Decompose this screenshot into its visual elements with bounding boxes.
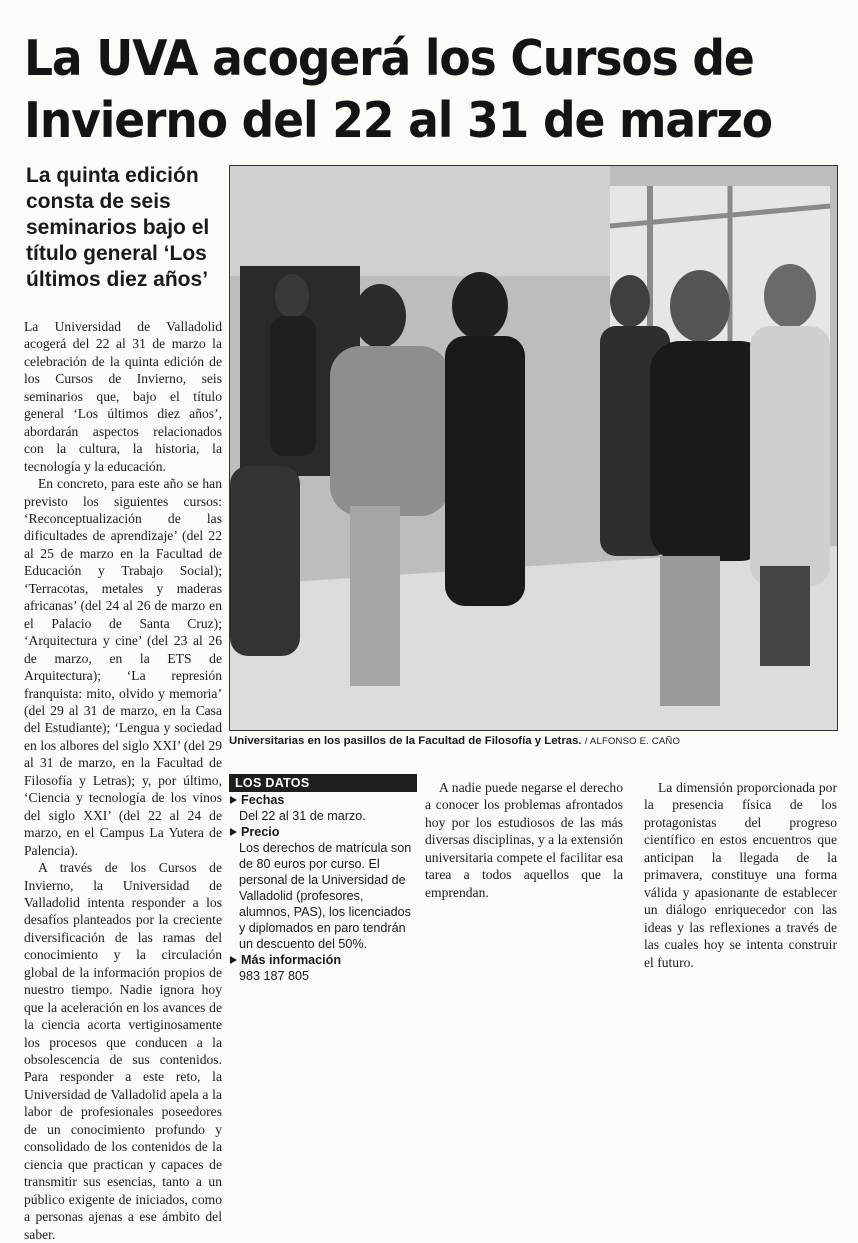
photo-person bbox=[750, 326, 830, 586]
photo-person bbox=[764, 264, 816, 328]
photo-person bbox=[275, 274, 309, 318]
photo-person bbox=[452, 272, 508, 340]
caption-text: Universitarias en los pasillos de la Facultad de Filosofía y Letras. bbox=[229, 735, 582, 747]
info-text: 983 187 805 bbox=[239, 969, 310, 983]
subheadline-line-2: consta de seis bbox=[26, 190, 171, 213]
article-column-4 bbox=[644, 779, 837, 971]
info-label: Más información bbox=[229, 952, 417, 968]
precio-label: Precio bbox=[229, 824, 417, 840]
data-box bbox=[229, 774, 417, 984]
photo-wall bbox=[230, 166, 610, 276]
photo-person bbox=[445, 336, 525, 606]
photo-person bbox=[230, 466, 300, 656]
subheadline-line-4: título general ‘Los bbox=[26, 242, 207, 265]
subheadline-line-1: La quinta edición bbox=[26, 164, 199, 187]
photo-person bbox=[670, 270, 730, 342]
headline-line-2: Invierno del 22 al 31 de marzo bbox=[24, 92, 772, 149]
article-column-3 bbox=[425, 779, 623, 901]
photo-person bbox=[660, 556, 720, 706]
photo-scene bbox=[230, 166, 837, 730]
photo-credit: / ALFONSO E. CAÑO bbox=[584, 736, 681, 747]
subheadline bbox=[26, 163, 226, 293]
subheadline-line-5: últimos diez años’ bbox=[26, 268, 209, 291]
article-column-1 bbox=[24, 318, 222, 1243]
headline-line-1: La UVA acogerá los Cursos de bbox=[24, 30, 754, 87]
photo-person bbox=[610, 275, 650, 327]
photo-person bbox=[760, 566, 810, 666]
fechas-text: Del 22 al 31 de marzo. bbox=[239, 809, 366, 823]
paragraph-4: A nadie puede negarse el derecho a conocer los problemas afrontados hoy por los estudiosos de las más diversas disciplinas, y a la extensión universitaria compete el facilitar esa tarea a todos aquellos que la emprendan. bbox=[425, 780, 623, 900]
paragraph-2: En concreto, para este año se han previsto los siguientes cursos: ‘Reconceptualización de las dificultades de aprendizaje’ (del 22 al 25 de marzo en la Facultad de Educación y Trabajo Social); ‘Terracotas, metales y maderas africanas’ (del 24 al 26 de marzo en el Palacio de Santa Cruz); ‘Arquitectura y cine’ (del 23 al 26 de marzo, en la ETS de Arquitectura); ‘La represión franquista: mito, olvido y memoria’ (del 29 al 31 de marzo, en la Casa del Estudiante); ‘Lengua y sociedad en los albores del siglo XXI’ (del 29 al 31 de marzo, en la Facultad de Filosofía y Letras); y, por último, ‘Ciencia y tecnología de los vinos del siglo XXI’ (del 22 al 24 de marzo, en el Campus La Yutera de Palencia). bbox=[24, 476, 222, 858]
paragraph-1: La Universidad de Valladolid acogerá del 22 al 31 de marzo la celebración de la quinta edición de los Cursos de Invierno, seis seminarios que, bajo el título general ‘Los últimos diez años’, abordarán aspectos relacionados con la cultura, la historia, la tecnología y la educación. bbox=[24, 319, 222, 474]
precio-text: Los derechos de matrícula son de 80 euros por curso. El personal de la Universidad de Valladolid (profesores, alumnos, PAS), los licenciados y diplomados en paro tendrán un descuento del 50%. bbox=[239, 841, 412, 951]
photo-caption bbox=[229, 735, 838, 747]
paragraph-3: A través de los Cursos de Invierno, la Universidad de Valladolid intenta responder a los desafíos planteados por la creciente diversificación de las ramas del conocimiento y la circulación global de la información propios de nuestro tiempo. Nadie ignora hoy que la aceleración en los avances de la ciencia acorta vertiginosamente los procesos que conducen a la obsolescencia de sus contenidos. Para responder a este reto, la Universidad de Valladolid apela a la labor de profesionales poseedores de un conocimiento profundo y consolidado de los contenidos de la ciencia que practican y capaces de transmitir sus esencias, tanto a un público exigente de iniciados, como a personas ajenas a ese ámbito del saber. bbox=[24, 860, 222, 1242]
photo-person bbox=[350, 506, 400, 686]
news-photo bbox=[229, 165, 838, 731]
subheadline-line-3: seminarios bajo el bbox=[26, 216, 210, 239]
paragraph-5: La dimensión proporcionada por la presencia física de los protagonistas del progreso científico en estos encuentros que anticipan la llegada de la primavera, constituye una forma válida y apasionante de establecer un diálogo enriquecedor con las ideas y las reflexiones a través de las cuales hoy se intenta construir el futuro. bbox=[644, 780, 837, 970]
data-box-title: LOS DATOS bbox=[229, 774, 417, 792]
photo-person bbox=[270, 316, 316, 456]
photo-person bbox=[354, 284, 406, 348]
fechas-label: Fechas bbox=[229, 792, 417, 808]
photo-person bbox=[330, 346, 450, 516]
headline bbox=[24, 28, 787, 152]
